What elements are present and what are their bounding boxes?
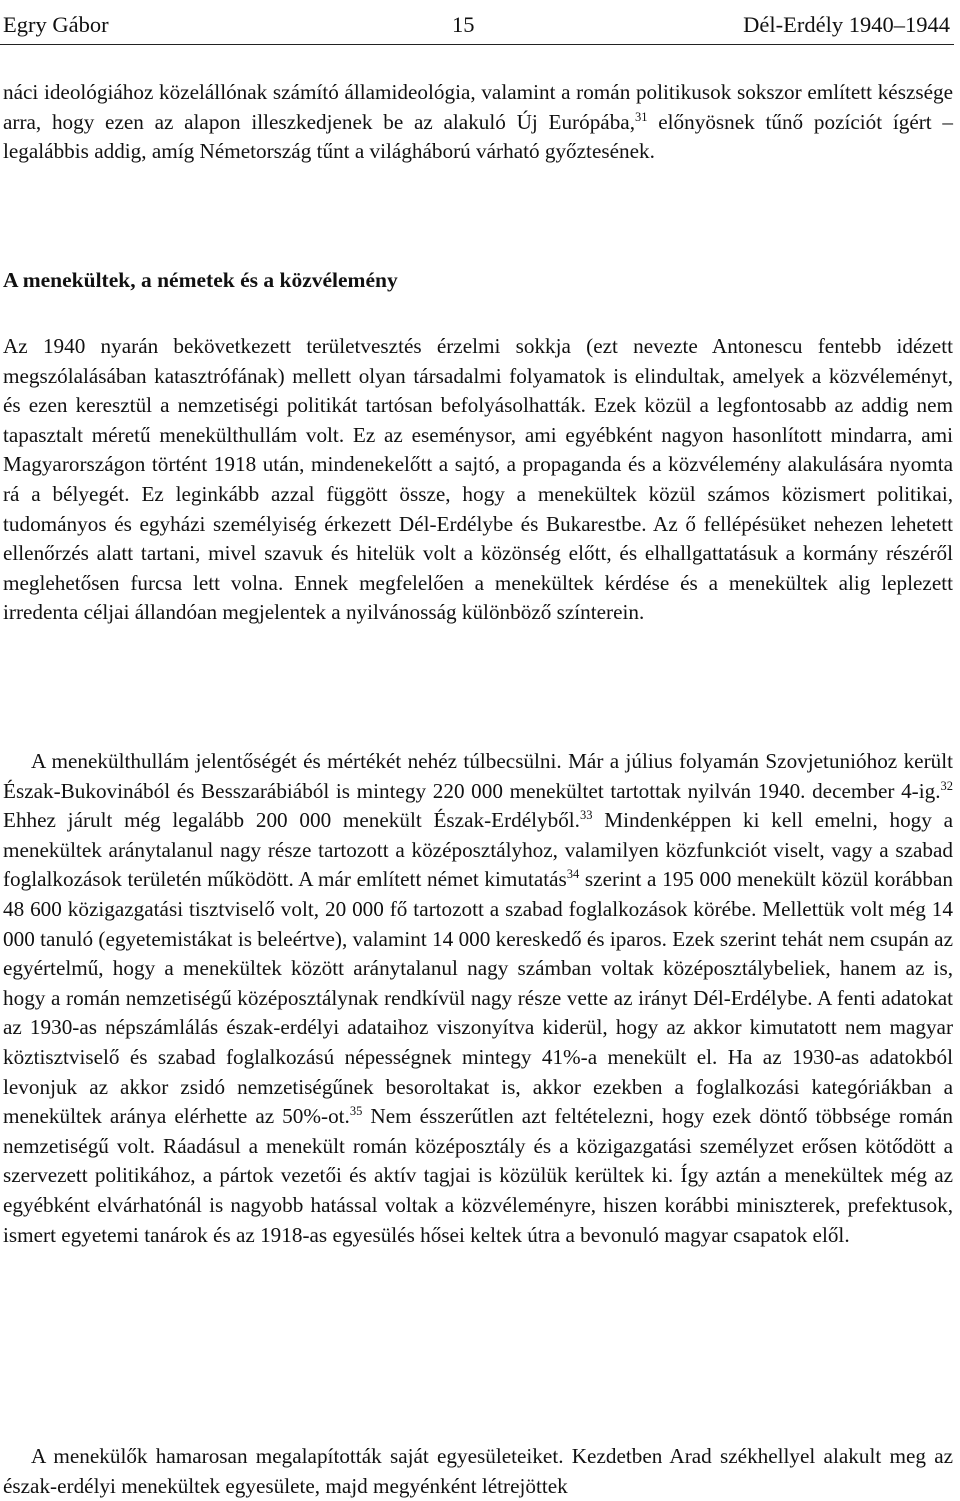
footnote-ref-32: 32 [940, 778, 953, 793]
footnote-ref-33: 33 [579, 808, 593, 823]
section-heading: A menekültek, a németek és a közvélemény [3, 268, 398, 292]
footnote-ref-34: 34 [566, 867, 580, 882]
footnote-ref-31: 31 [635, 109, 648, 124]
paragraph-2-text-4: szerint a 195 000 menekült közül korábban 48 600 közigazgatási tisztviselő volt, 20 000 fő tartozott a szabad foglalkozások körébe. Mellettük volt még 14 000 tanuló (egyetemistákat is beleértve), valamint 14 000 kereskedő és iparos. Ezek szerint tehát nem csupán az egyértelmű, hogy a menekültek között aránytalanul nagy számban voltak középosztálybeliek, hanem az is, hogy a román nemzetiségű középosztálynak rendkívül nagy része vette az irányt Dél-Erdélybe. A fenti adatokat az 1930-as népszámlálás észak-erdélyi adataihoz viszonyítva kiderül, hogy az akkor kimutatott nem magyar köztisztviselő és szabad foglalkozású népességnek mintegy 41%-a menekült el. Ha az 1930-as adatokból levonjuk az akkor zsidó nemzetiségűnek besoroltakat is, akkor ezekben a foglalkozási kategóriákban a menekültek aránya elérhette az 50%-ot. [3, 867, 953, 1129]
header-author: Egry Gábor [3, 12, 109, 37]
paragraph-2-text-3: Mindenképpen ki kell emelni, hogy a menekültek aránytalanul nagy része tartozott a középosztályhoz, valamilyen közfunkciót viselt, vagy a szabad foglalkozások területén működött. A már említett német kimutatás [3, 808, 954, 892]
paragraph-2-text-2: Ehhez járult még legalább 200 000 menekült Észak-Erdélyből. [3, 808, 580, 833]
intro-text-1: náci ideológiához közelállónak számító államideológia, valamint a román politikusok sokszor említett készsége arra, hogy ezen az alapon illeszkedjenek be az alakuló Új Európába, [3, 80, 953, 134]
footnote-ref-35: 35 [349, 1104, 363, 1119]
paragraph-1: Az 1940 nyarán bekövetkezett területvesztés érzelmi sokkja (ezt nevezte Antonescu fentebb idézett megszólalásában katasztrófának) mellett olyan társadalmi folyamatok is elindultak, amelyek a közvéleményt, és ezen keresztül a nemzetiségi politikát tartósan befolyásolhatták. Ezek közül a legfontosabb az addig nem tapasztalt méretű menekülthullám volt. Ez az eseménysor, ami egyébként nagyon hasonlított mindarra, ami Magyarországon történt 1918 után, mindenekelőtt a sajtó, a propaganda és a közvélemény alakulására nyomta rá a bélyegét. Ez leginkább azzal függött össze, hogy a menekültek közül számos közismert politikai, tudományos és egyházi személyiség érkezett Dél-Erdélybe és Bukarestbe. Az ő fellépésüket nehezen lehetett ellenőrzés alatt tartani, mivel szavuk és hitelük volt a közönség előtt, és elhallgattatásuk a kormány részéről meglehetősen furcsa lett volna. Ennek megfelelően a menekültek kérdése és a menekültek alig leplezett irredenta céljai állandóan megjelentek a nyilvánosság különböző színterein. [3, 334, 953, 625]
paragraph-3: A menekülők hamarosan megalapították saját egyesületeiket. Kezdetben Arad székhellyel alakult meg az észak-erdélyi menekültek egyesülete, majd megyénként létrejöttek [3, 1444, 953, 1498]
intro-text-2: előnyösnek tűnő pozíciót ígért – legalábbis addig, amíg Németország tűnt a világháború várható győztesének. [3, 109, 954, 164]
paragraph-2-text-5: Nem ésszerűtlen azt feltételezni, hogy ezek döntő többsége román nemzetiségű volt. Ráadásul a menekült román középosztály és a közigazgatási személyzet erősen kötődött a szervezett politikához, a pártok vezetői és aktív tagjai is közülük kerültek ki. Így aztán a menekültek még az egyébként elvárhatónál is nagyobb hatással voltak a közvéleményre, hiszen korábbi miniszterek, prefektusok, ismert egyetemi tanárok és az 1918-as egyesülés hősei keltek útra a bevonuló magyar csapatok elől. [3, 1104, 953, 1247]
intro-paragraph [3, 78, 953, 167]
paragraph-2-text-1: A menekülthullám jelentőségét és mértékét nehéz túlbecsülni. Már a július folyamán Szovjetunióhoz került Észak-Bukovinából és Besszarábiából is mintegy 220 000 menekültet tartottak nyilván 1940. december 4-ig. [3, 749, 953, 803]
header-title: Dél-Erdély 1940–1944 [743, 12, 950, 37]
page-number: 15 [452, 12, 475, 37]
running-header [0, 0, 954, 45]
paragraph-2 [3, 747, 953, 1250]
